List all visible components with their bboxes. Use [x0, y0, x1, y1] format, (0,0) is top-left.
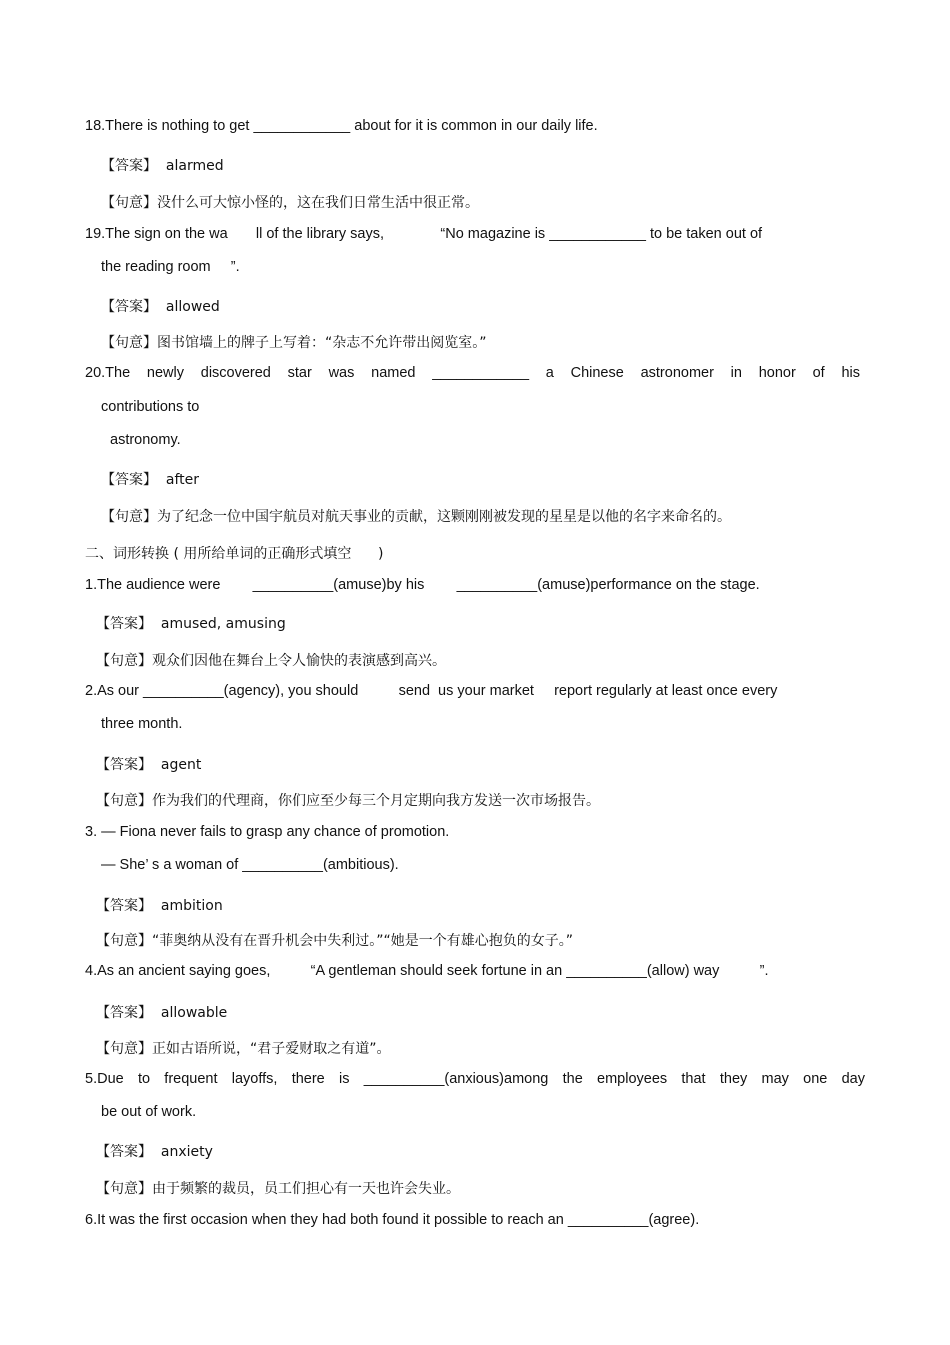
question-text-continued-2: astronomy. — [110, 432, 181, 448]
section-title: 二、词形转换 ( 用所给单词的正确形式填空 ) — [85, 546, 384, 562]
sentence-meaning: 【句意】为了纪念一位中国宇航员对航天事业的贡献，这颗刚刚被发现的星星是以他的名字来命名的。 — [101, 509, 731, 525]
sentence-meaning: 【句意】正如古语所说，“君子爱财取之有道”。 — [96, 1041, 391, 1057]
sentence-meaning: 【句意】观众们因他在舞台上令人愉快的表演感到高兴。 — [96, 653, 446, 669]
question-text-continued: be out of work. — [101, 1104, 197, 1120]
answer: 【答案】 anxiety — [96, 1144, 213, 1160]
answer: 【答案】 ambition — [96, 898, 223, 914]
answer: 【答案】 allowed — [101, 299, 220, 315]
answer: 【答案】 amused, amusing — [96, 616, 286, 632]
question-text: 6.It was the first occasion when they had both found it possible to reach an __________(agree). — [85, 1212, 700, 1228]
answer: 【答案】 after — [101, 472, 200, 488]
question-text-continued: the reading room ”. — [101, 259, 240, 275]
sentence-meaning: 【句意】图书馆墙上的牌子上写着：“杂志不允许带出阅览室。” — [101, 335, 487, 351]
answer: 【答案】 alarmed — [101, 158, 224, 174]
sentence-meaning: 【句意】由于频繁的裁员，员工们担心有一天也许会失业。 — [96, 1181, 460, 1197]
question-text: 1.The audience were __________(amuse)by his __________(amuse)performance on the stage. — [85, 577, 760, 593]
question-text-continued: — She’ s a woman of __________(ambitious). — [101, 857, 399, 873]
answer: 【答案】 agent — [96, 757, 202, 773]
question-text: 18.There is nothing to get ____________ about for it is common in our daily life. — [85, 118, 598, 134]
question-text: 2.As our __________(agency), you should send us your market report regularly at least once every — [85, 683, 778, 699]
sentence-meaning: 【句意】作为我们的代理商，你们应至少每三个月定期向我方发送一次市场报告。 — [96, 793, 600, 809]
question-text-continued: contributions to — [101, 399, 200, 415]
answer: 【答案】 allowable — [96, 1005, 228, 1021]
sentence-meaning: 【句意】没什么可大惊小怪的，这在我们日常生活中很正常。 — [101, 195, 479, 211]
sentence-meaning: 【句意】“菲奥纳从没有在晋升机会中失利过。”“她是一个有雄心抱负的女子。” — [96, 933, 574, 949]
question-text: 3. — Fiona never fails to grasp any chance of promotion. — [85, 824, 450, 840]
question-text-continued: three month. — [101, 716, 183, 732]
question-text: 20.The newly discovered star was named ____________ a Chinese astronomer in honor of his — [85, 365, 860, 381]
question-text: 5.Due to frequent layoffs, there is __________(anxious)among the employees that they may one day — [85, 1071, 865, 1087]
question-text: 19.The sign on the wa ll of the library says, “No magazine is ____________ to be taken out of — [85, 226, 763, 242]
question-text: 4.As an ancient saying goes, “A gentleman should seek fortune in an __________(allow) way ”. — [85, 963, 769, 979]
